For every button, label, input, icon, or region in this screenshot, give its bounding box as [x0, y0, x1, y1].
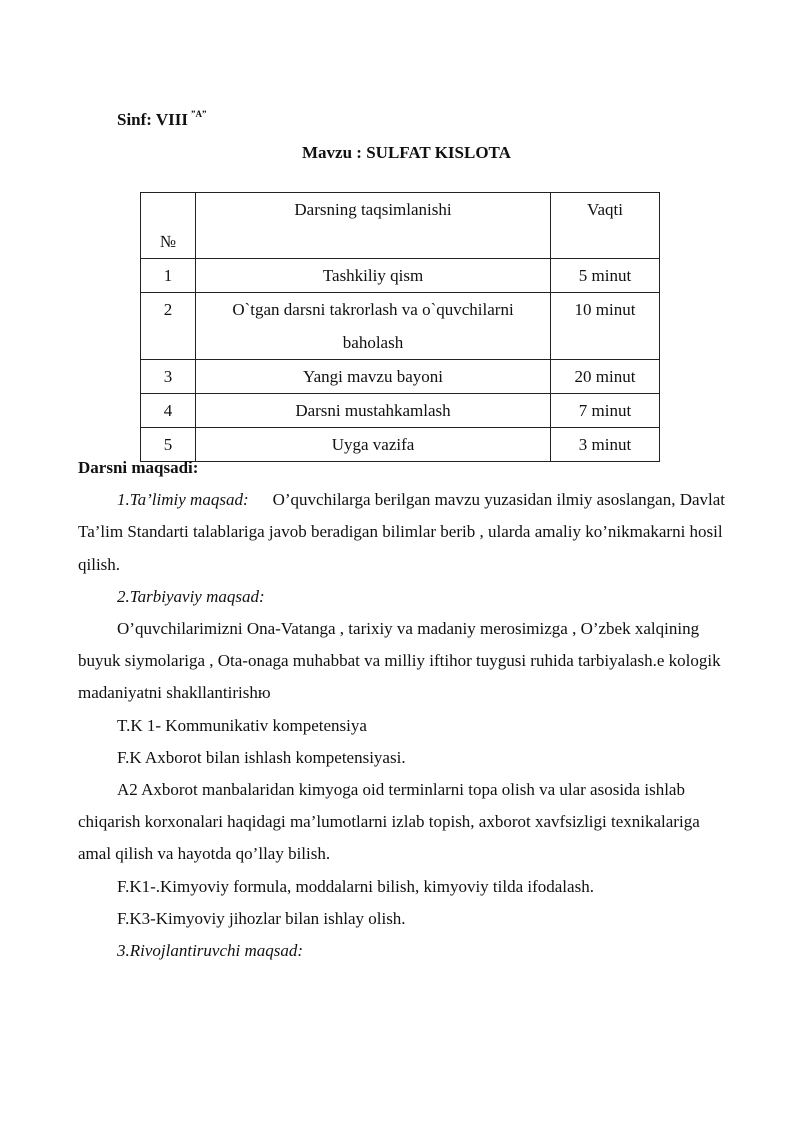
row-task: Tashkiliy qism — [196, 259, 551, 293]
row-number: 1 — [141, 259, 196, 293]
competency-fk3: F.K3-Kimyoviy jihozlar bilan ishlay olish. — [117, 908, 406, 928]
lesson-plan-table — [140, 192, 660, 462]
row-number: 2 — [141, 293, 196, 360]
class-label — [117, 109, 207, 130]
lesson-topic: Mavzu : SULFAT KISLOTA — [302, 143, 511, 162]
competency-information: F.K Axborot bilan ishlash kompetensiyasi. — [117, 747, 406, 767]
table-row — [141, 259, 660, 293]
developmental-goal-label: 3.Rivojlantiruvchi maqsad: — [117, 941, 304, 961]
table-row — [141, 360, 660, 394]
class-text: Sinf: VIII — [117, 110, 189, 129]
row-time: 20 minut — [551, 360, 660, 394]
table-row — [141, 394, 660, 428]
goals-heading: Darsni maqsadi: — [78, 458, 199, 477]
row-number: 3 — [141, 360, 196, 394]
row-task: Darsni mustahkamlash — [196, 394, 551, 428]
educational-goal-label: 1.Ta’limiy maqsad: — [117, 490, 249, 510]
lesson-goals — [78, 452, 728, 967]
row-number: 5 — [141, 428, 196, 462]
row-time: 7 minut — [551, 394, 660, 428]
row-time: 5 minut — [551, 259, 660, 293]
table-row — [141, 293, 660, 360]
class-letter: ”A” — [191, 109, 207, 119]
upbringing-goal-text: O’quvchilarimizni Ona-Vatanga , tarixiy va madaniy merosimizga , O’zbek xalqining buyuk siymolariga , Ota-onaga muhabbat va milliy iftihor tuygusi ruhida tarbiyalash.e kologik madaniyatni shakllantirishю — [78, 619, 721, 703]
educational-goal-text: O’quvchilarga berilgan mavzu yuzasidan ilmiy asoslangan, Davlat Ta’lim Standarti talablariga javob beradigan bilimlar berib , ularda amaliy ko’nikmakarni hosil qilish. — [78, 490, 726, 574]
row-task: Yangi mavzu bayoni — [196, 360, 551, 394]
row-time: 3 minut — [551, 428, 660, 462]
header-task: Darsning taqsimlanishi — [196, 193, 551, 259]
header-number: № — [141, 193, 196, 259]
row-task: O`tgan darsni takrorlash va o`quvchilarni baholash — [196, 293, 551, 360]
competency-fk1: F.K1-.Kimyoviy formula, moddalarni bilish, kimyoviy tilda ifodalash. — [117, 876, 594, 896]
header-time: Vaqti — [551, 193, 660, 259]
competency-communicative: T.K 1- Kommunikativ kompetensiya — [117, 715, 367, 735]
competency-a2: A2 Axborot manbalaridan kimyoga oid terminlarni topa olish va ular asosida ishlab chiqarish korxonalari haqidagi ma’lumotlarni izlab topish, axborot xavfsizligi texnikalariga amal qilish va hayotda qo’llay bilish. — [78, 780, 700, 864]
educational-goal — [78, 484, 728, 581]
table-header-row — [141, 193, 660, 259]
row-task: Uyga vazifa — [196, 428, 551, 462]
row-number: 4 — [141, 394, 196, 428]
row-time: 10 minut — [551, 293, 660, 360]
upbringing-goal-label: 2.Tarbiyaviy maqsad: — [117, 586, 265, 606]
